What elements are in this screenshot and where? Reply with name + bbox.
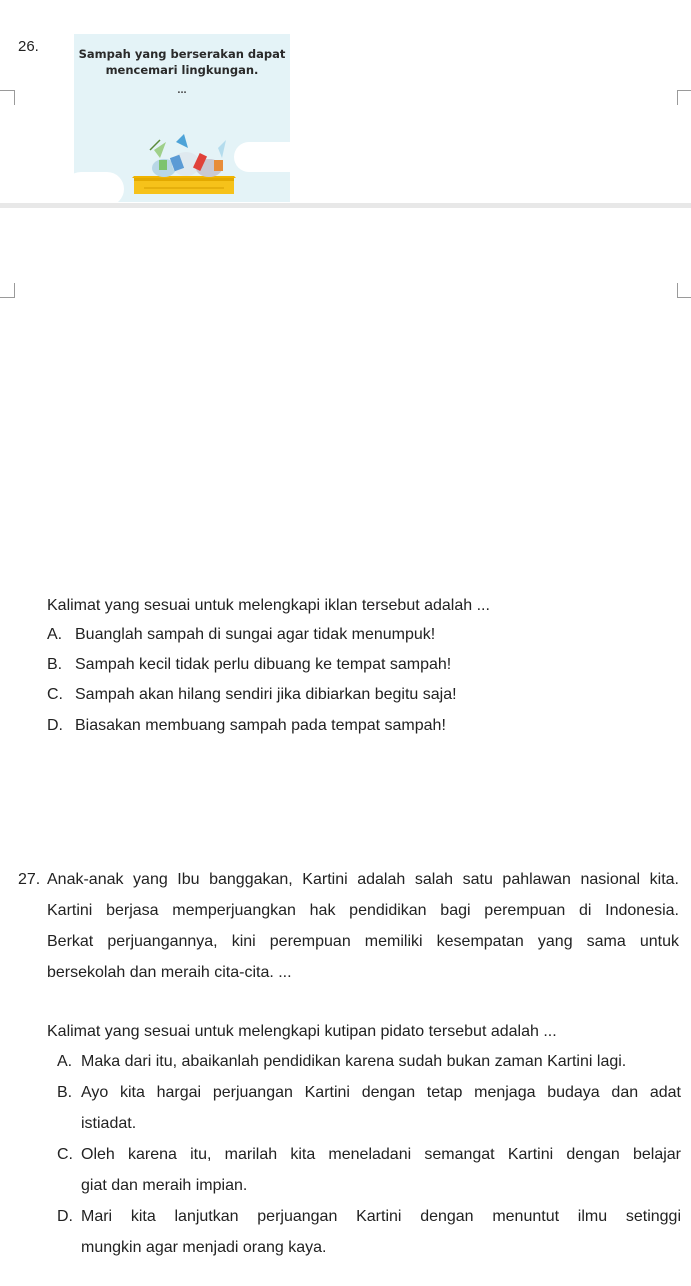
passage-line: bersekolah dan meraih cita-cita. ...	[47, 964, 292, 981]
frame-corner-mark	[0, 90, 15, 105]
option-letter: D.	[47, 717, 63, 734]
option-text-continued: mungkin agar menjadi orang kaya.	[81, 1239, 327, 1256]
q26-option-a[interactable]	[47, 626, 436, 644]
option-text: Ayo kita hargai perjuangan Kartini dengan tetap menjaga budaya dan adat	[81, 1084, 681, 1101]
q26-option-b[interactable]	[47, 656, 452, 674]
frame-corner-mark	[677, 283, 691, 298]
passage-line: Anak-anak yang Ibu banggakan, Kartini adalah salah satu pahlawan nasional kita.	[47, 871, 679, 888]
option-text: Sampah akan hilang sendiri jika dibiarkan begitu saja!	[75, 686, 457, 703]
question-26-number: 26.	[18, 38, 39, 55]
passage-line: Berkat perjuangannya, kini perempuan memiliki kesempatan yang sama untuk	[47, 933, 679, 950]
option-text: Oleh karena itu, marilah kita meneladani semangat Kartini dengan belajar	[81, 1146, 681, 1163]
poster-blank: ...	[177, 84, 187, 96]
question-27-prompt: Kalimat yang sesuai untuk melengkapi kutipan pidato tersebut adalah ...	[47, 1023, 557, 1040]
question-27-number: 27.	[18, 871, 41, 888]
option-letter: B.	[57, 1084, 73, 1101]
option-text: Sampah kecil tidak perlu dibuang ke tempat sampah!	[75, 656, 452, 673]
option-text: Mari kita lanjutkan perjuangan Kartini dengan menuntut ilmu setinggi	[81, 1208, 681, 1225]
poster-caption: Sampah yang berserakan dapat mencemari lingkungan.	[78, 47, 286, 77]
frame-corner-mark	[677, 90, 691, 105]
question-26-prompt: Kalimat yang sesuai untuk melengkapi iklan tersebut adalah ...	[47, 597, 490, 614]
trash-bin-icon	[114, 120, 254, 200]
option-text: Maka dari itu, abaikanlah pendidikan karena sudah bukan zaman Kartini lagi.	[81, 1053, 627, 1070]
option-letter: B.	[47, 656, 63, 673]
passage-line: Kartini berjasa memperjuangkan hak pendidikan bagi perempuan di Indonesia.	[47, 902, 679, 919]
page-divider	[0, 203, 691, 208]
option-letter: A.	[57, 1053, 73, 1070]
option-letter: C.	[57, 1146, 73, 1163]
q26-option-c[interactable]	[47, 686, 457, 704]
option-text: Buanglah sampah di sungai agar tidak menumpuk!	[75, 626, 436, 643]
option-text-continued: istiadat.	[81, 1115, 137, 1132]
q26-option-d[interactable]	[47, 717, 446, 735]
option-letter: C.	[47, 686, 63, 703]
ad-poster-image	[74, 34, 290, 202]
option-letter: D.	[57, 1208, 73, 1225]
option-letter: A.	[47, 626, 63, 643]
frame-corner-mark	[0, 283, 15, 298]
option-text-continued: giat dan meraih impian.	[81, 1177, 248, 1194]
option-text: Biasakan membuang sampah pada tempat sampah!	[75, 717, 446, 734]
